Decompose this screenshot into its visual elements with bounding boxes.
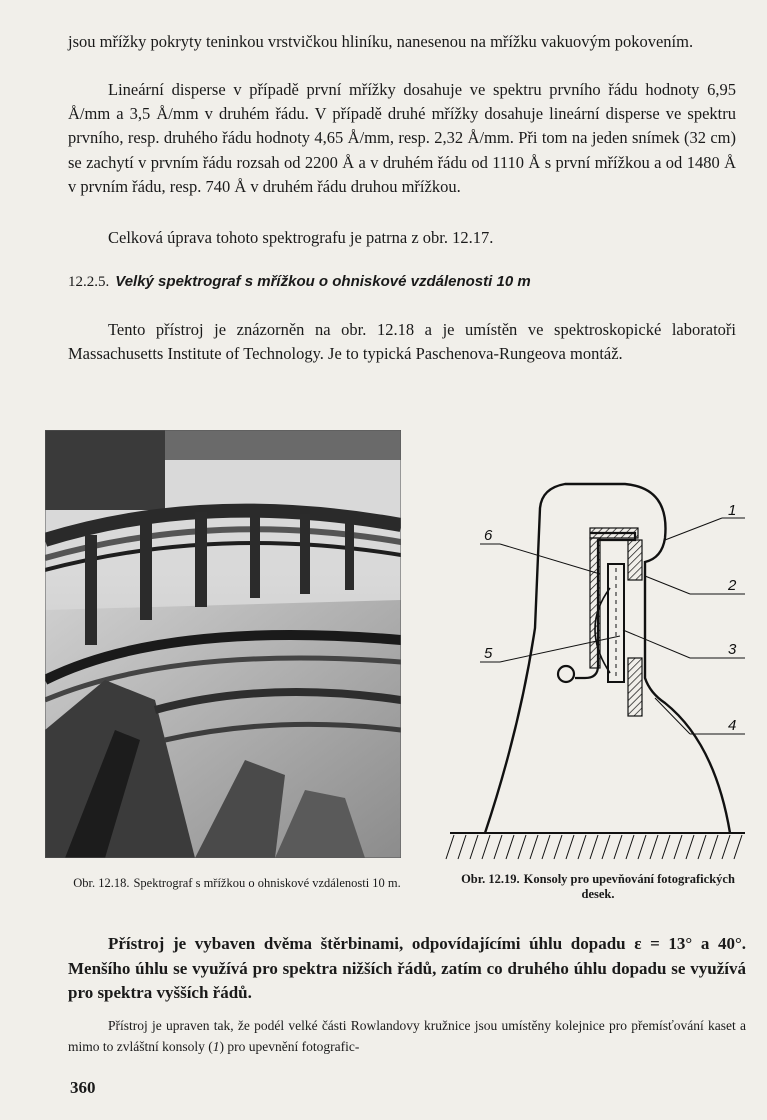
section-number: 12.2.5.: [68, 274, 110, 290]
page-number: 360: [70, 1078, 96, 1097]
paragraph-overview-ref: Celková úprava tohoto spektrografu je patrna z obr. 12.17.: [108, 228, 494, 247]
figure-label: Obr. 12.19.: [461, 872, 520, 886]
paragraph-text: ) pro upevnění fotografic-: [219, 1039, 360, 1054]
paragraph-text: Přístroj je upraven tak, že podél velké části Rowlandovy kružnice jsou umístěny kolejnice pro přemísťování kaset a mimo to zvláštní konsoly (: [68, 1018, 746, 1054]
figure-caption-text: Spektrograf s mřížkou o ohniskové vzdálenosti 10 m.: [133, 876, 401, 890]
section-heading: [68, 273, 736, 291]
figure-caption-12-19: [448, 872, 748, 902]
reference-number: 1: [212, 1039, 220, 1054]
callout-6: 6: [484, 527, 493, 544]
bracket-drawing: [440, 478, 750, 863]
callout-3: 3: [728, 641, 737, 658]
paragraph-continuation: jsou mřížky pokryty teninkou vrstvičkou hliníku, nanesenou na mřížku vakuovým pokovením.: [68, 32, 694, 51]
callout-2: 2: [728, 577, 737, 594]
callout-5: 5: [484, 645, 493, 662]
callout-1: 1: [728, 502, 737, 519]
figure-label: Obr. 12.18.: [73, 876, 130, 890]
figure-caption-text: Konsoly pro upevňování fotografických desek.: [523, 872, 735, 901]
paragraph-instrument-intro: Tento přístroj je znázorněn na obr. 12.18 a je umístěn ve spektroskopické laboratoři Massachusetts Institute of Technology. Je to typická Paschenova-Rungeova montáž.: [68, 320, 736, 364]
section-title: Velký spektrograf s mřížkou o ohniskové vzdálenosti 10 m: [115, 273, 531, 290]
callout-4: 4: [728, 717, 737, 734]
paragraph-slits: Přístroj je vybaven dvěma štěrbinami, odpovídajícími úhlu dopadu ε = 13° a 40°. Menšího úhlu se využívá pro spektra nižších řádů, zatím co druhého úhlu dopadu se využívá pro spektra vyšších řádů.: [68, 934, 746, 1002]
figure-caption-12-18: [62, 876, 412, 891]
paragraph-dispersion: Lineární disperse v případě první mřížky dosahuje ve spektru prvního řádu hodnoty 6,95 Å/mm a 3,5 Å/mm v druhém řádu. V případě druhé mřížky dosahuje lineární disperse ve spektru prvního, resp. druhého řádu hodnoty 4,65 Å/mm, resp. 2,32 Å/mm. Při tom na jeden snímek (32 cm) se zachytí v prvním řádu rozsah od 2200 Å a v druhém řádu od 1110 Å s první mřížkou a od 1480 Å v prvním řádu, resp. 740 Å v druhém řádu druhou mřížkou.: [68, 80, 736, 196]
paragraph-rails: [68, 1015, 746, 1057]
spectrograph-photo: [45, 430, 401, 858]
